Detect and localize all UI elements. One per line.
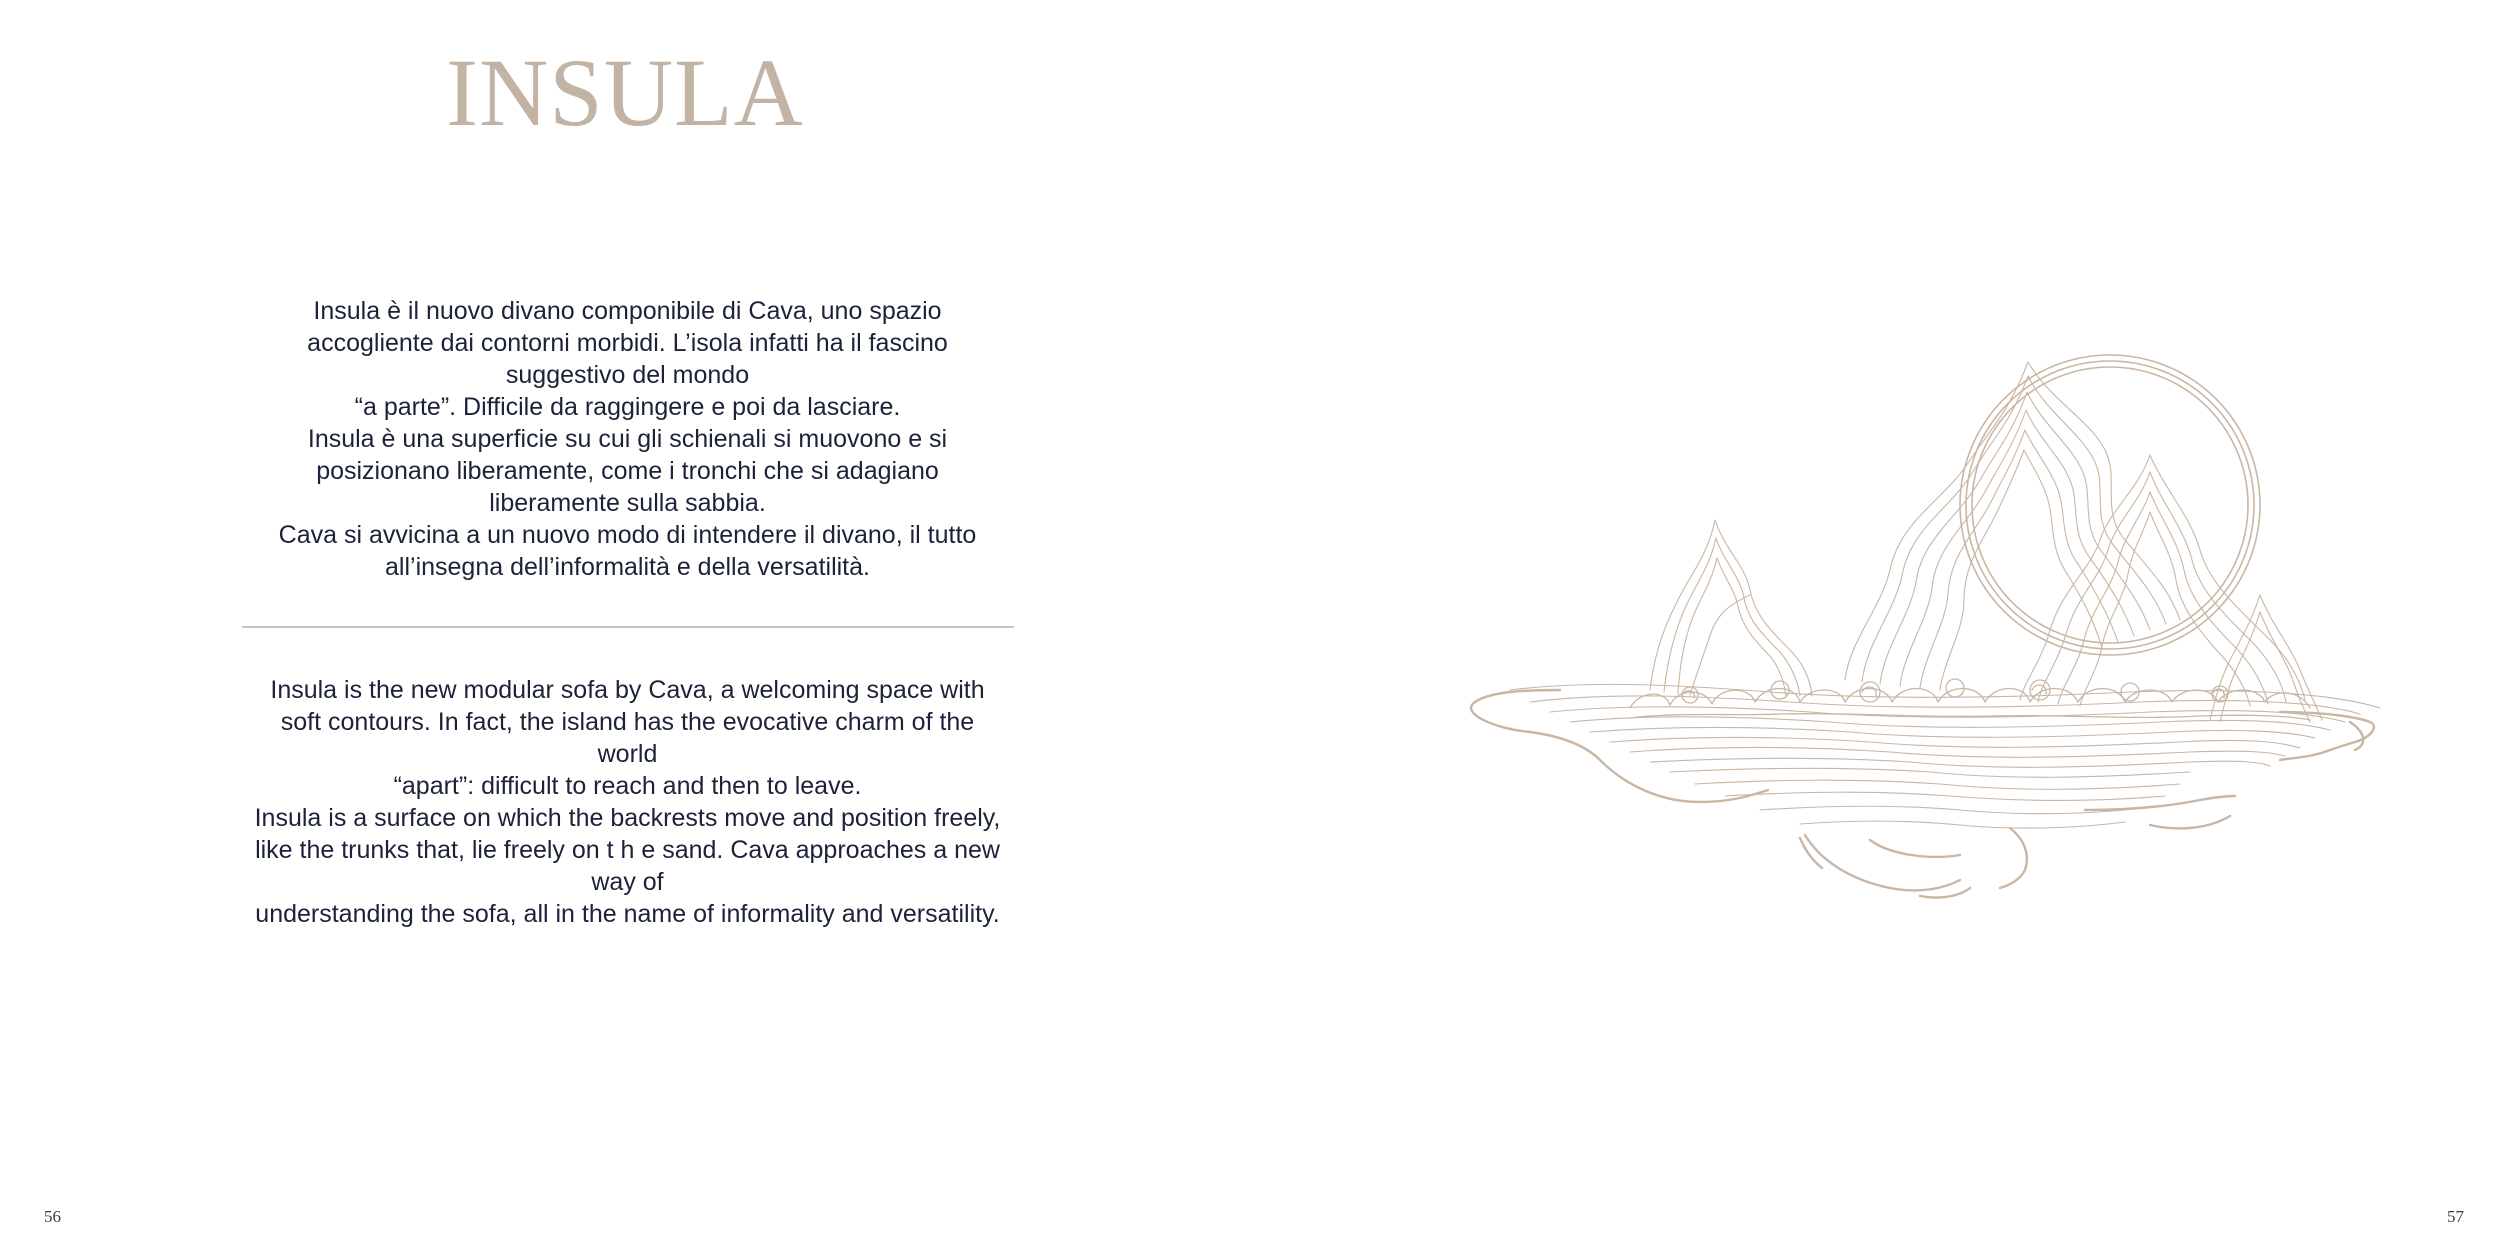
english-line: world bbox=[597, 740, 658, 768]
sun-rings bbox=[1960, 355, 2260, 655]
cloud-band bbox=[1630, 679, 2310, 720]
page-title: INSULA bbox=[446, 39, 804, 146]
italian-line: liberamente sulla sabbia. bbox=[489, 489, 766, 517]
mountain-contours bbox=[1650, 362, 2322, 722]
english-line: understanding the sofa, all in the name of informality and versatility. bbox=[255, 900, 1000, 928]
italian-line: Insula è il nuovo divano componibile di Cava, uno spazio bbox=[313, 297, 942, 325]
italian-line: “a parte”. Difficile da raggingere e poi da lasciare. bbox=[354, 393, 901, 421]
english-line: way of bbox=[591, 868, 664, 896]
english-description bbox=[240, 674, 1015, 930]
page-number-right: 57 bbox=[2447, 1207, 2464, 1226]
italian-line: accogliente dai contorni morbidi. L’isola infatti ha il fascino bbox=[307, 329, 948, 357]
italian-line: posizionano liberamente, come i tronchi che si adagiano bbox=[316, 457, 939, 485]
italian-line: suggestivo del mondo bbox=[505, 361, 750, 389]
page-number-left: 56 bbox=[44, 1207, 61, 1226]
english-line: “apart”: difficult to reach and then to leave. bbox=[393, 772, 862, 800]
english-line: Insula is a surface on which the backrests move and position freely, bbox=[254, 804, 1001, 832]
section-divider bbox=[242, 626, 1014, 628]
italian-description bbox=[240, 295, 1015, 583]
italian-line: Insula è una superficie su cui gli schienali si muovono e si bbox=[307, 425, 948, 453]
english-line: Insula is the new modular sofa by Cava, a welcoming space with bbox=[270, 676, 985, 704]
english-line: like the trunks that, lie freely on t h e sand. Cava approaches a new bbox=[255, 836, 1000, 864]
english-line: soft contours. In fact, the island has the evocative charm of the bbox=[280, 708, 975, 736]
island-mountain-sun-illustration-icon bbox=[1450, 340, 2390, 920]
italian-line: Cava si avvicina a un nuovo modo di intendere il divano, il tutto bbox=[278, 521, 977, 549]
italian-line: all’insegna dell’informalità e della versatilità. bbox=[385, 553, 870, 581]
right-page bbox=[1250, 0, 2500, 1250]
